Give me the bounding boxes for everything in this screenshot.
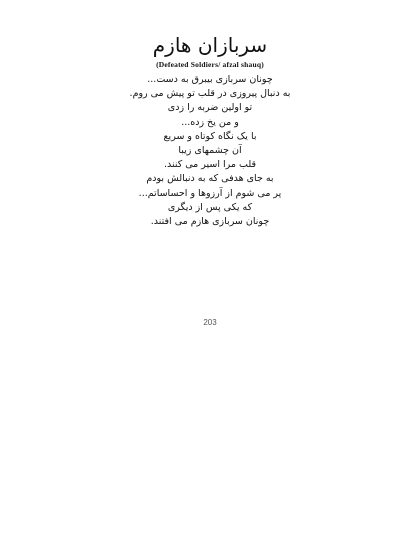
- poem-line: قلب مرا اسیر می کنند.: [163, 159, 257, 171]
- poem-line: با یک نگاه کوتاه و سریع: [163, 130, 257, 142]
- poem-title: سربازان هازم: [152, 33, 268, 57]
- poem-body: [0, 73, 420, 229]
- poem-line: آن چشمهای زیبا: [178, 145, 242, 157]
- poem-line: تو اولین ضربه را زدی: [167, 102, 253, 114]
- poem-subtitle: (Defeated Soldiers/ afzal shauq): [156, 60, 264, 69]
- page-number: 203: [203, 318, 217, 327]
- poem-line: و من یخ زده...: [181, 116, 239, 128]
- poem-line: چونان سربازی بیبرق به دست...: [147, 74, 273, 85]
- poem-line: به دنبال پیروزی در قلب تو پیش می روم.: [129, 88, 291, 100]
- poem-line: چونان سربازی هازم می افتند.: [150, 216, 270, 228]
- poem-line: به جای هدفی که به دنبالش بودم: [146, 173, 274, 185]
- poem-line: که یکی پس از دیگری: [167, 201, 253, 213]
- poem-line: پر می شوم از آرزوها و احساساتم...: [138, 187, 282, 199]
